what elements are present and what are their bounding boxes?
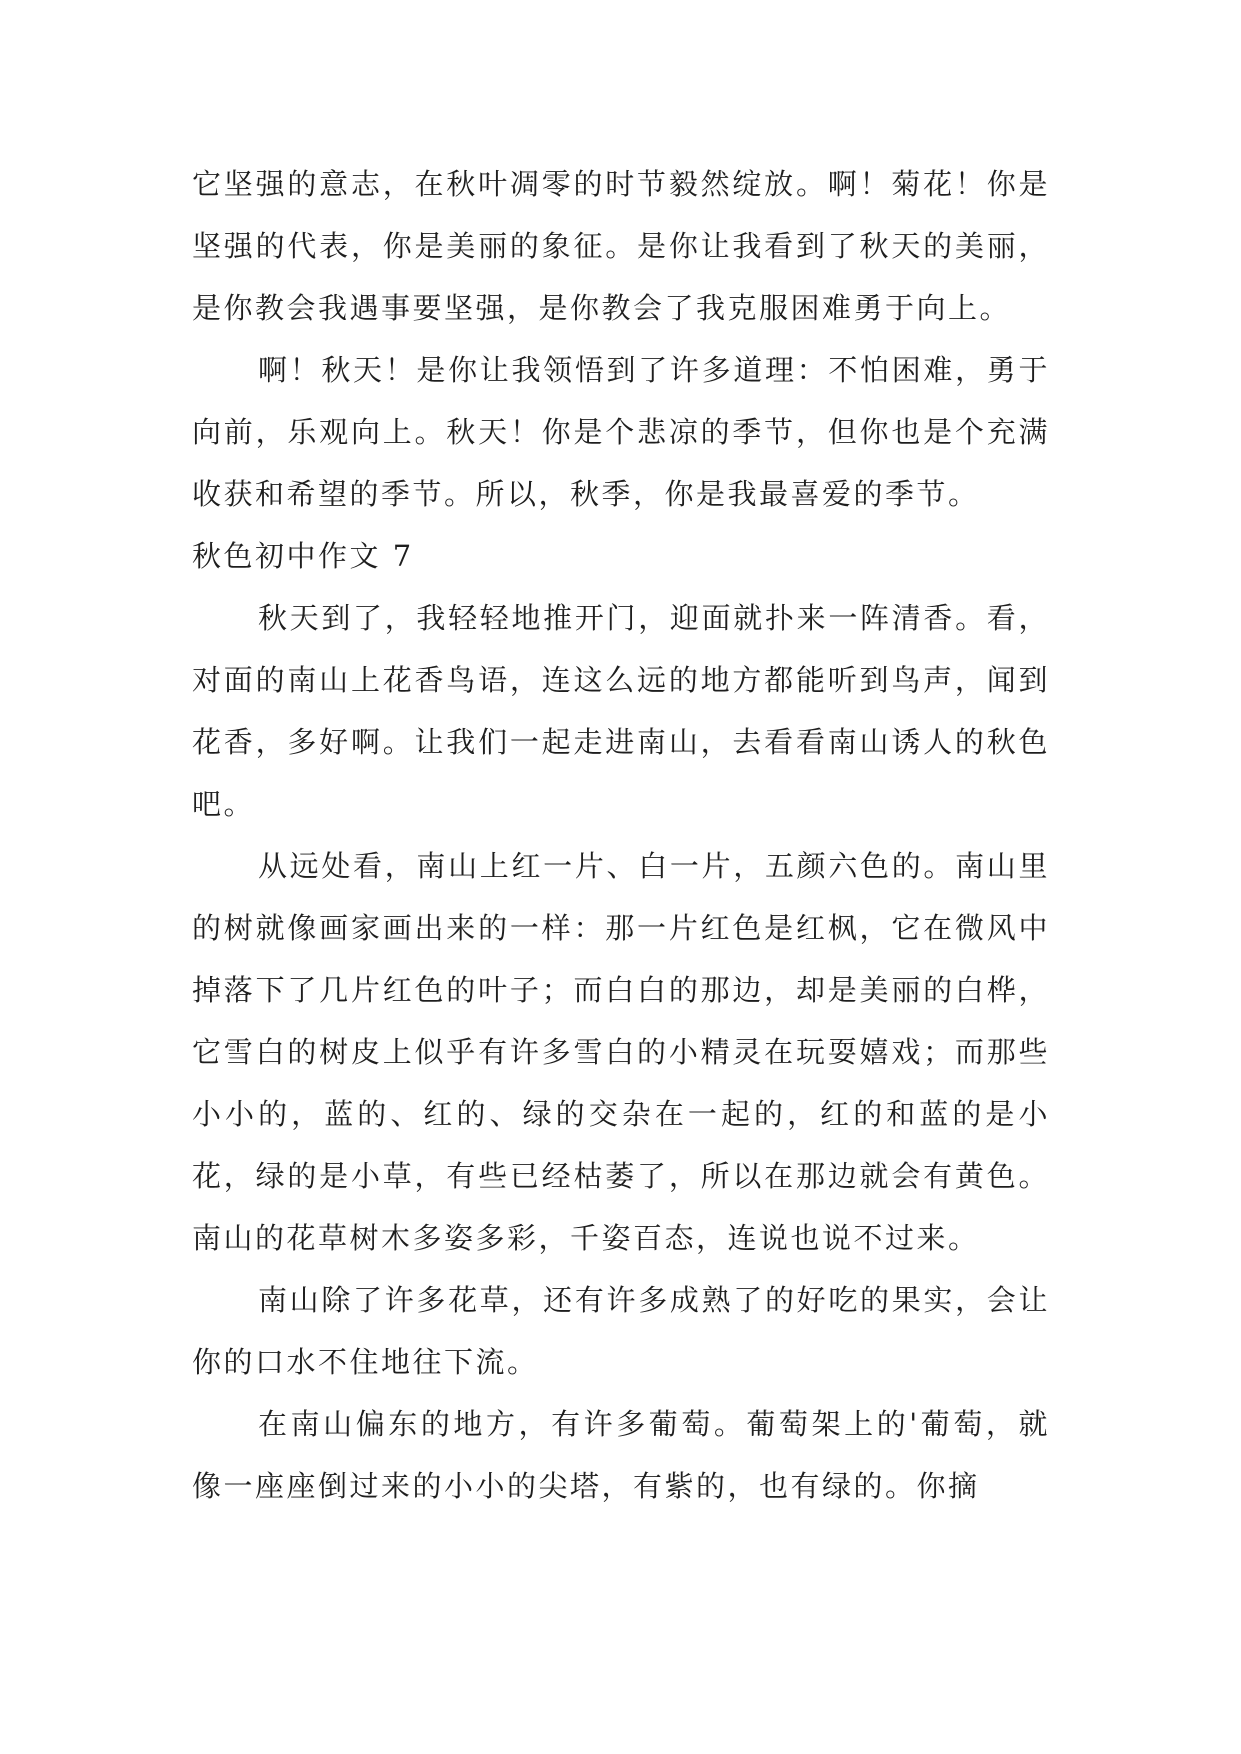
essay-title: 秋色初中作文 7 [192,539,414,573]
paragraph-chrysanthemum: 它坚强的意志，在秋叶凋零的时节毅然绽放。啊！菊花！你是坚强的代表，你是美丽的象征。是你让我看到了秋天的美丽，是你教会我遇事要坚强，是你教会了我克服困难勇于向上。 [192,167,1050,325]
paragraph-open-door: 秋天到了，我轻轻地推开门，迎面就扑来一阵清香。看，对面的南山上花香鸟语，连这么远的地方都能听到鸟声，闻到花香，多好啊。让我们一起走进南山，去看看南山诱人的秋色吧。 [192,601,1050,821]
paragraph-autumn-lessons: 啊！秋天！是你让我领悟到了许多道理：不怕困难，勇于向前，乐观向上。秋天！你是个悲凉的季节，但你也是个充满收获和希望的季节。所以，秋季，你是我最喜爱的季节。 [192,353,1050,511]
paragraph-grapes: 在南山偏东的地方，有许多葡萄。葡萄架上的'葡萄，就像一座座倒过来的小小的尖塔，有紫的，也有绿的。你摘 [192,1407,1050,1503]
document-page [192,153,1050,1517]
paragraph-distant-view: 从远处看，南山上红一片、白一片，五颜六色的。南山里的树就像画家画出来的一样：那一片红色是红枫，它在微风中掉落下了几片红色的叶子；而白白的那边，却是美丽的白桦，它雪白的树皮上似乎有许多雪白的小精灵在玩耍嬉戏；而那些小小的，蓝的、红的、绿的交杂在一起的，红的和蓝的是小花，绿的是小草，有些已经枯萎了，所以在那边就会有黄色。南山的花草树木多姿多彩，千姿百态，连说也说不过来。 [192,849,1050,1255]
paragraph-fruits: 南山除了许多花草，还有许多成熟了的好吃的果实，会让你的口水不住地往下流。 [192,1283,1050,1379]
